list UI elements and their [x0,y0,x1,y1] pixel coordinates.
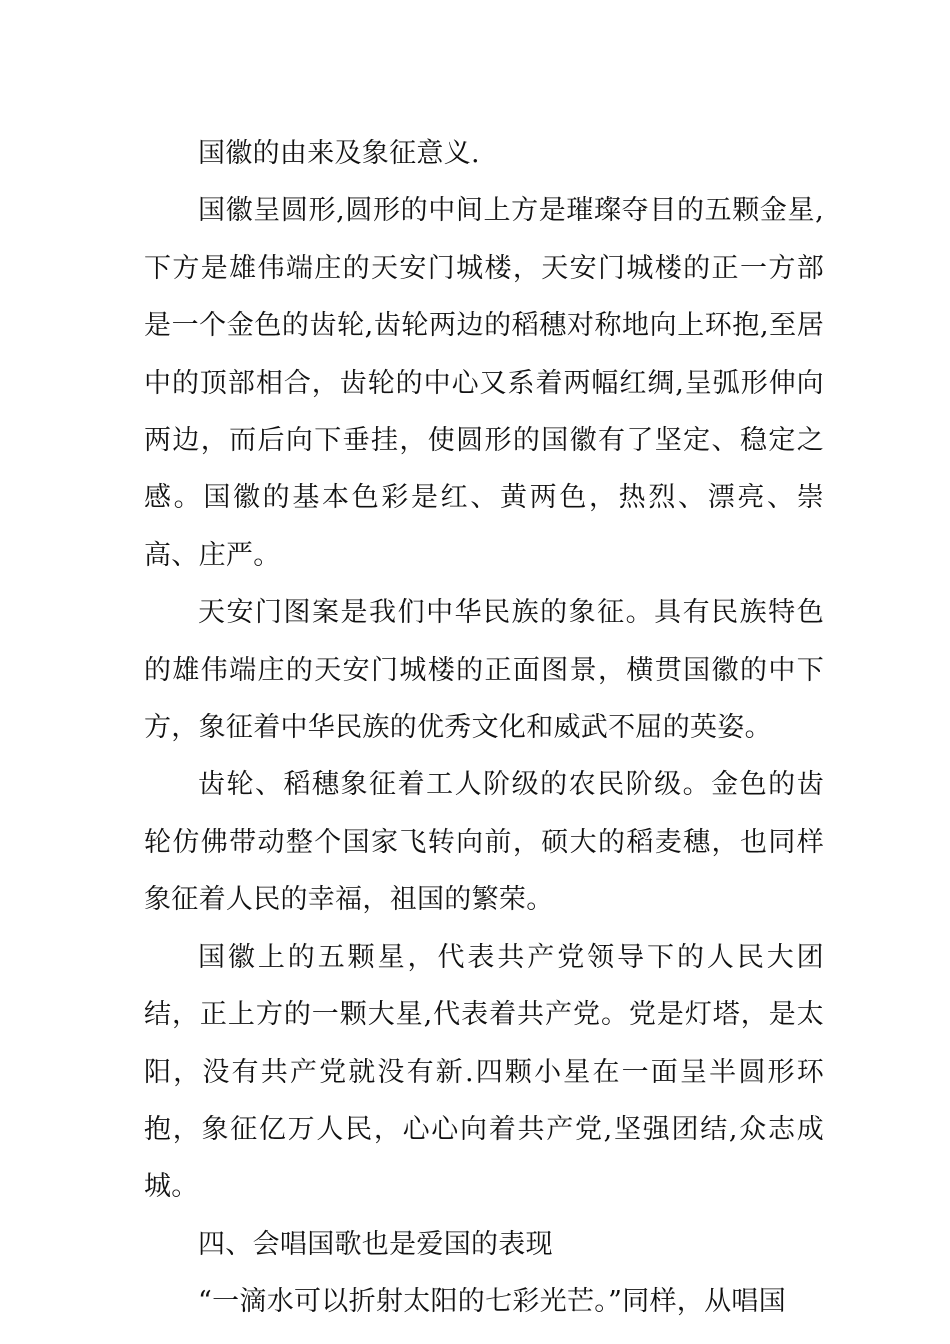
paragraph-five-stars: 国徽上的五颗星，代表共产党领导下的人民大团结，正上方的一颗大星,代表着共产党。党是灯塔，是太阳，没有共产党就没有新.四颗小星在一面呈半圆形环抱，象征亿万人民，心心向着共产党,坚强团结,众志成城。 [144,941,824,1203]
paragraph-anthem-intro: “一滴水可以折射太阳的七彩光芒。”同样，从唱国 [198,1286,787,1318]
paragraph-emblem-description: 国徽呈圆形,圆形的中间上方是璀璨夺目的五颗金星,下方是雄伟端庄的天安门城楼，天安门城楼的正一方部是一个金色的齿轮,齿轮两边的稻穗对称地向上环抱,至居中的顶部相合，齿轮的中心又系着两幅红绸,呈弧形伸向两边，而后向下垂挂，使圆形的国徽有了坚定、稳定之感。国徽的基本色彩是红、黄两色，热烈、漂亮、崇高、庄严。 [144,195,824,571]
section-title: 国徽的由来及象征意义. [198,138,480,169]
paragraph-tiananmen: 天安门图案是我们中华民族的象征。具有民族特色的雄伟端庄的天安门城楼的正面图景，横贯国徽的中下方，象征着中华民族的优秀文化和威武不屈的英姿。 [144,597,824,744]
paragraph-gear-wheat: 齿轮、稻穗象征着工人阶级的农民阶级。金色的齿轮仿佛带动整个国家飞转向前，硕大的稻麦穗，也同样象征着人民的幸福，祖国的繁荣。 [144,769,824,916]
document-body [144,125,824,1331]
section-heading-anthem: 四、会唱国歌也是爱国的表现 [198,1228,553,1260]
